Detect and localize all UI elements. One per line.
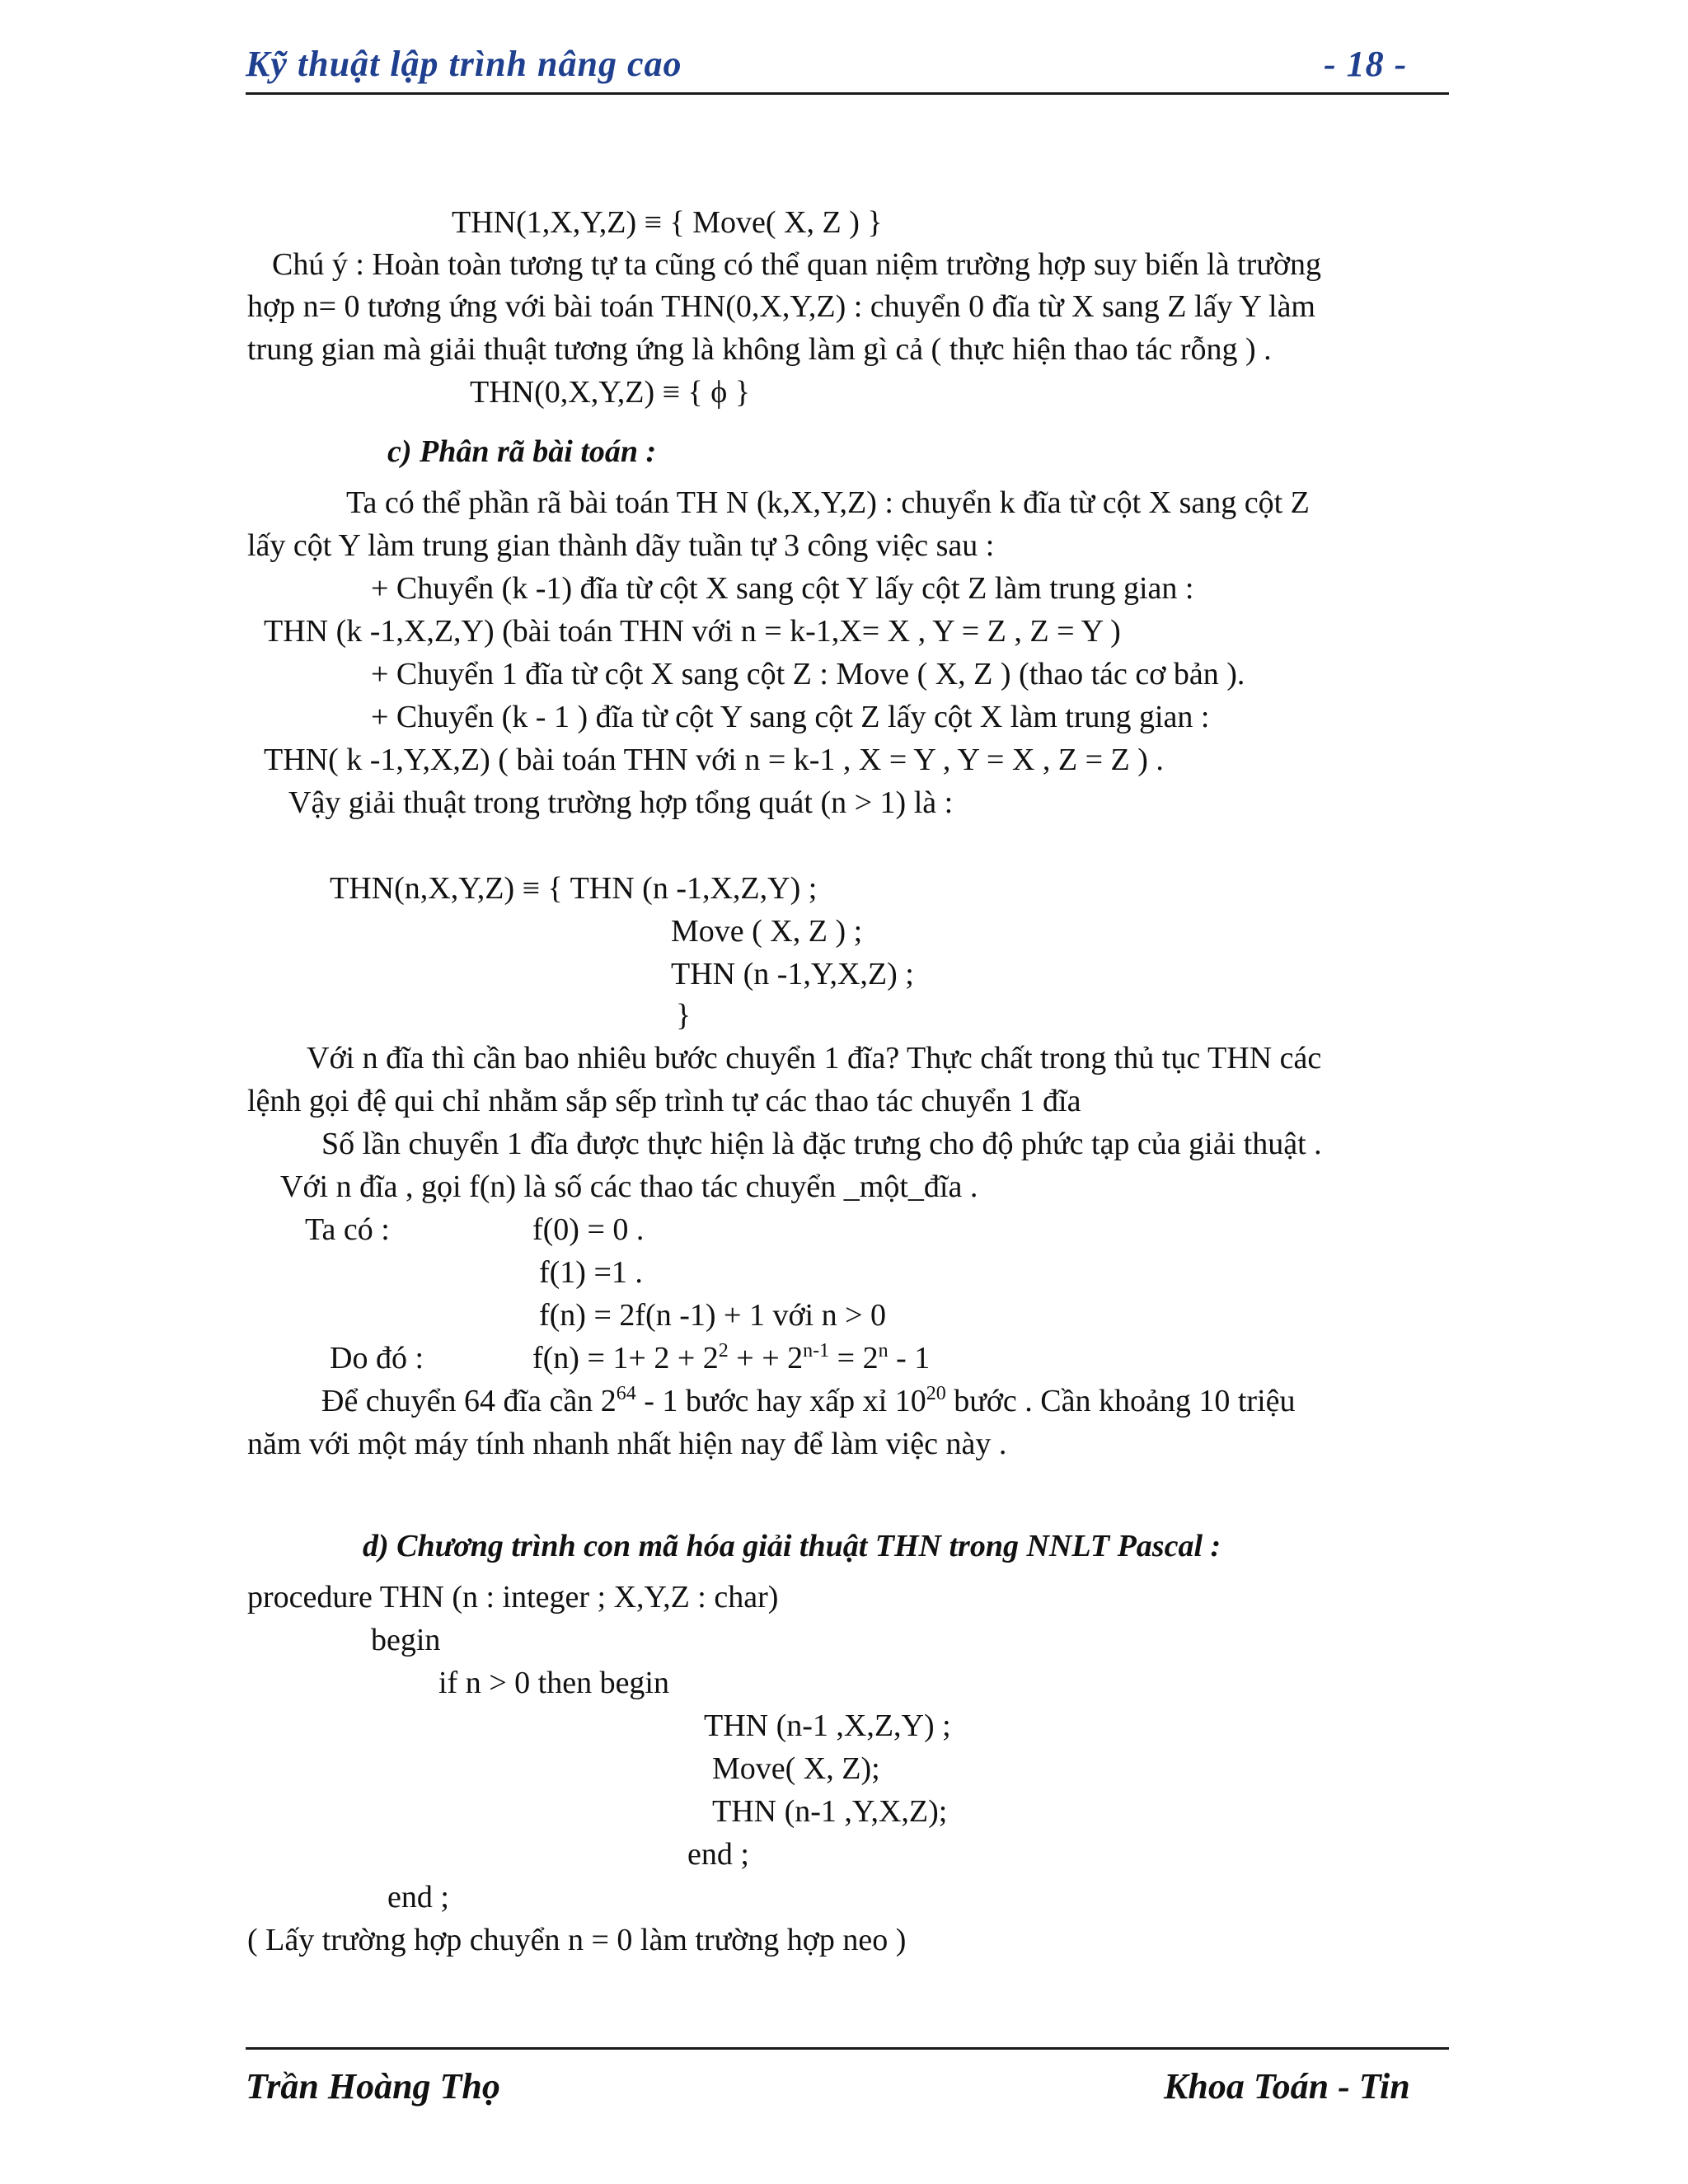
formula-f1: f(1) =1 .: [539, 1255, 643, 1290]
paragraph-line: Với n đĩa thì cần bao nhiêu bước chuyển 1 đĩa? Thực chất trong thủ tục THN các: [307, 1041, 1322, 1076]
formula-label: Ta có :: [305, 1212, 390, 1247]
paragraph-line: lấy cột Y làm trung gian thành dãy tuần tự 3 công việc sau :: [247, 528, 995, 563]
header-rule: [246, 92, 1449, 95]
paragraph-line: Ta có thể phần rã bài toán TH N (k,X,Y,Z) : chuyển k đĩa từ cột X sang cột Z: [346, 485, 1310, 520]
formula-thn-general: THN(n,X,Y,Z) ≡ { THN (n -1,X,Z,Y) ;: [330, 871, 818, 906]
formula-label: Do đó :: [330, 1341, 424, 1376]
paragraph-line: + Chuyển 1 đĩa từ cột X sang cột Z : Move ( X, Z ) (thao tác cơ bản ).: [371, 657, 1245, 691]
header-title: Kỹ thuật lập trình nâng cao: [246, 44, 682, 84]
formula-thn-1: THN(1,X,Y,Z) ≡ { Move( X, Z ) }: [452, 205, 883, 240]
formula-thn-general: Move ( X, Z ) ;: [671, 914, 863, 949]
code-line: Move( X, Z);: [712, 1751, 880, 1786]
formula-sum: $f(n) = 1+ 2 + 2^2$ + + $2^{n-1} = 2^n - 1$: [532, 1340, 931, 1376]
footer-author: Trần Hoàng Thọ: [246, 2066, 500, 2107]
paragraph-line: Số lần chuyển 1 đĩa được thực hiện là đặc trưng cho độ phức tạp của giải thuật .: [321, 1127, 1322, 1161]
paragraph-line: lệnh gọi đệ qui chỉ nhằm sắp sếp trình tự các thao tác chuyển 1 đĩa: [247, 1084, 1081, 1118]
paragraph-line: ( Lấy trường hợp chuyển n = 0 làm trường hợp neo ): [247, 1923, 907, 1957]
code-line: end ;: [387, 1880, 449, 1915]
code-line: end ;: [687, 1837, 749, 1872]
paragraph-line: + Chuyển (k - 1 ) đĩa từ cột Y sang cột Z lấy cột X làm trung gian :: [371, 700, 1210, 734]
code-line: procedure THN (n : integer ; X,Y,Z : char): [247, 1580, 779, 1615]
code-line: begin: [371, 1623, 441, 1657]
paragraph-line: năm với một máy tính nhanh nhất hiện nay để làm việc này .: [247, 1427, 1007, 1461]
formula-f0: f(0) = 0 .: [532, 1212, 645, 1247]
footer-department: Khoa Toán - Tin: [1164, 2066, 1410, 2107]
formula-thn-0: THN(0,X,Y,Z) ≡ { ϕ }: [470, 375, 751, 410]
paragraph-line: + Chuyển (k -1) đĩa từ cột X sang cột Y lấy cột Z làm trung gian :: [371, 571, 1194, 606]
code-line: if n > 0 then begin: [438, 1666, 669, 1700]
footer-rule: [246, 2047, 1449, 2050]
paragraph-line: Với n đĩa , gọi f(n) là số các thao tác chuyển _một_đĩa .: [280, 1169, 978, 1204]
section-heading-d: d) Chương trình con mã hóa giải thuật THN trong NNLT Pascal :: [363, 1529, 1221, 1563]
paragraph-line: hợp n= 0 tương ứng với bài toán THN(0,X,Y,Z) : chuyển 0 đĩa từ X sang Z lấy Y làm: [247, 289, 1315, 324]
paragraph-line: Chú ý : Hoàn toàn tương tự ta cũng có thể quan niệm trường hợp suy biến là trường: [272, 247, 1321, 282]
paragraph-line: trung gian mà giải thuật tương ứng là không làm gì cả ( thực hiện thao tác rỗng ) .: [247, 332, 1272, 367]
section-heading-c: c) Phân rã bài toán :: [387, 434, 657, 469]
paragraph-line: Vậy giải thuật trong trường hợp tổng quát (n > 1) là :: [288, 785, 954, 820]
page-number: - 18 -: [1324, 44, 1408, 84]
formula-thn-general: }: [676, 998, 692, 1033]
paragraph-line: Để chuyển 64 đĩa cần $2^{64} - 1$ bước hay xấp xỉ $10^{20}$ bước . Cần khoảng 10 triệu: [321, 1383, 1296, 1418]
formula-thn-general: THN (n -1,Y,X,Z) ;: [671, 957, 914, 991]
paragraph-line: THN (k -1,X,Z,Y) (bài toán THN với n = k-1,X= X , Y = Z , Z = Y ): [264, 614, 1121, 649]
formula-fn: f(n) = 2f(n -1) + 1 với n > 0: [539, 1298, 887, 1333]
code-line: THN (n-1 ,Y,X,Z);: [712, 1794, 948, 1829]
paragraph-line: THN( k -1,Y,X,Z) ( bài toán THN với n = k-1 , X = Y , Y = X , Z = Z ) .: [264, 743, 1164, 777]
code-line: THN (n-1 ,X,Z,Y) ;: [704, 1708, 951, 1743]
